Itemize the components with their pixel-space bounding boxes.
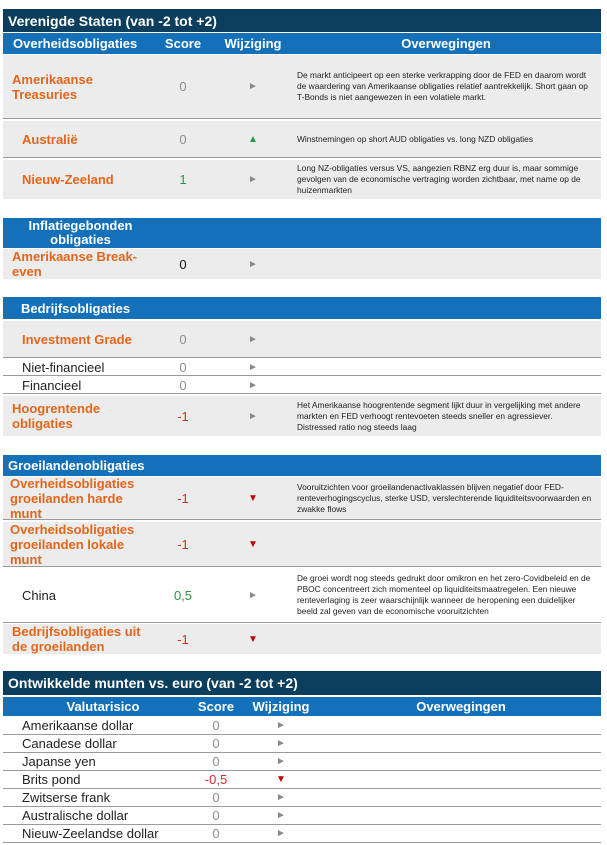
change-right-icon: ► xyxy=(276,792,286,803)
change-down-icon: ▼ xyxy=(248,633,258,645)
row-note: De markt anticipeert op een sterke verkrapping door de FED en daarom wordt de waardering van Amerikaanse obligaties relatief aantrekkelijk. Short gaan op T-Bonds is niet aangewezen in een volatiele markt. xyxy=(297,70,588,102)
row-name: Zwitserse frank xyxy=(22,790,111,805)
row-name: Amerikaanse Treasuries xyxy=(12,71,93,102)
change-right-icon: ► xyxy=(248,589,258,601)
table-row xyxy=(3,321,601,358)
row-name: Niet-financieel xyxy=(22,359,105,375)
table-row xyxy=(3,522,601,567)
change-right-icon: ► xyxy=(248,258,258,270)
row-name: Overheidsobligaties groeilanden harde munt xyxy=(10,475,135,521)
row-name: Overheidsobligaties groeilanden lokale munt xyxy=(10,521,135,567)
row-name: Nieuw-Zeelandse dollar xyxy=(22,826,159,841)
change-right-icon: ► xyxy=(248,379,258,391)
row-score: -1 xyxy=(177,631,189,647)
table-row xyxy=(3,249,601,279)
row-name: Amerikaanse dollar xyxy=(22,718,134,733)
header-category: Overheidsobligaties xyxy=(13,36,138,51)
table-row xyxy=(3,624,601,654)
header-considerations: Overwegingen xyxy=(401,36,491,51)
change-right-icon: ► xyxy=(248,333,258,345)
section-title-currencies xyxy=(3,671,601,695)
table-row xyxy=(3,359,601,376)
table-row xyxy=(3,568,601,623)
row-name: Japanse yen xyxy=(22,754,96,769)
row-name: Amerikaanse Break-even xyxy=(12,249,138,279)
row-score: 1 xyxy=(179,172,187,187)
row-note: Long NZ-obligaties versus VS, aangezien RBNZ erg duur is, maar sommige gevolgen van de economische vertraging worden zichtbaar, met name op de huizenmarkten xyxy=(297,163,581,195)
table-row xyxy=(3,55,601,119)
row-name: Financieel xyxy=(22,377,82,393)
change-right-icon: ► xyxy=(276,828,286,839)
row-note: Vooruitzichten voor groeilandenactivaklassen blijven negatief door FED-renteverhogingscyclus, sterke USD, verslechterende liquiditeitsvoorwaarden en zwakke flows xyxy=(297,481,592,514)
change-up-icon: ▲ xyxy=(248,133,258,145)
row-score: -1 xyxy=(177,490,189,506)
row-score: 0 xyxy=(212,826,220,841)
row-score: 0 xyxy=(212,808,220,823)
row-score: -1 xyxy=(177,536,189,552)
change-right-icon: ► xyxy=(248,361,258,373)
header-score: Score xyxy=(164,36,202,51)
table-row xyxy=(3,160,601,199)
row-name: Australische dollar xyxy=(22,808,129,823)
table-row xyxy=(3,735,601,753)
change-right-icon: ► xyxy=(276,720,286,731)
change-right-icon: ► xyxy=(248,410,258,422)
table-row xyxy=(3,717,601,735)
change-right-icon: ► xyxy=(248,174,258,185)
row-score: 0 xyxy=(179,79,187,94)
section-header-emerging-text: Groeilandenobligaties xyxy=(8,458,145,473)
section-header-emerging xyxy=(3,455,601,476)
row-score: 0 xyxy=(212,790,220,805)
table-header-us xyxy=(3,33,601,54)
row-score: 0 xyxy=(212,736,220,751)
row-name: Australië xyxy=(22,131,78,147)
change-down-icon: ▼ xyxy=(276,774,286,785)
change-down-icon: ▼ xyxy=(248,538,258,550)
row-score: 0 xyxy=(179,256,187,272)
change-right-icon: ► xyxy=(248,81,258,92)
change-down-icon: ▼ xyxy=(248,492,258,504)
table-row xyxy=(3,377,601,394)
row-score: 0,5 xyxy=(173,587,193,603)
section-header-corporate xyxy=(3,297,601,319)
row-score: -0,5 xyxy=(204,772,228,787)
row-name: Brits pond xyxy=(22,772,81,787)
table-row xyxy=(3,477,601,520)
header-change: Wijziging xyxy=(252,699,310,714)
row-note: Winstnemingen op short AUD obligaties vs. long NZD obligaties xyxy=(297,133,534,144)
row-score: 0 xyxy=(212,718,220,733)
section-header-corporate-text: Bedrijfsobligaties xyxy=(21,300,131,316)
table-row xyxy=(3,121,601,158)
header-category: Valutarisico xyxy=(66,699,140,714)
change-right-icon: ► xyxy=(276,738,286,749)
row-score: 0 xyxy=(179,359,187,375)
table-header-currencies xyxy=(3,697,601,716)
row-name: China xyxy=(22,587,56,603)
row-name: Nieuw-Zeeland xyxy=(22,172,114,187)
row-name: Hoogrentende obligaties xyxy=(12,401,101,431)
header-change: Wijziging xyxy=(224,36,282,51)
table-row xyxy=(3,807,601,825)
row-score: 0 xyxy=(179,377,187,393)
row-score: -1 xyxy=(177,408,189,424)
table-row xyxy=(3,396,601,436)
row-note: Het Amerikaanse hoogrentende segment lijkt duur in vergelijking met andere markten en FED verhoogt rentevoeten steeds sneller en agressiever. Distressed ratio nog steeds laag xyxy=(297,399,581,432)
row-score: 0 xyxy=(179,331,187,347)
section-title-us xyxy=(3,9,601,32)
table-row xyxy=(3,825,601,843)
row-name: Bedrijfsobligaties uit de groeilanden xyxy=(12,624,141,654)
section-header-inflation-text: Inflatiegebonden obligaties xyxy=(28,218,133,247)
change-right-icon: ► xyxy=(276,810,286,821)
row-score: 0 xyxy=(179,131,187,147)
table-row xyxy=(3,771,601,789)
header-considerations: Overwegingen xyxy=(416,699,506,714)
table-row xyxy=(3,753,601,771)
row-name: Canadese dollar xyxy=(22,736,117,751)
section-title-currencies-text: Ontwikkelde munten vs. euro (van -2 tot +2) xyxy=(8,675,298,691)
section-title-us-text: Verenigde Staten (van -2 tot +2) xyxy=(8,12,217,29)
header-score: Score xyxy=(197,699,235,714)
row-name: Investment Grade xyxy=(22,331,132,347)
table-row xyxy=(3,789,601,807)
change-right-icon: ► xyxy=(276,756,286,767)
row-score: 0 xyxy=(212,754,220,769)
section-header-inflation xyxy=(3,218,601,248)
row-note: De groei wordt nog steeds gedrukt door omikron en het zero-Covidbeleid en de PBOC concentreert zich momenteel op liquiditeitsmaatregelen. Een nieuwe renteverlaging is zeer waarschijnlijk wanneer de heropening een duidelijker beeld zal geven van de economische vooruitzichten xyxy=(297,573,591,616)
